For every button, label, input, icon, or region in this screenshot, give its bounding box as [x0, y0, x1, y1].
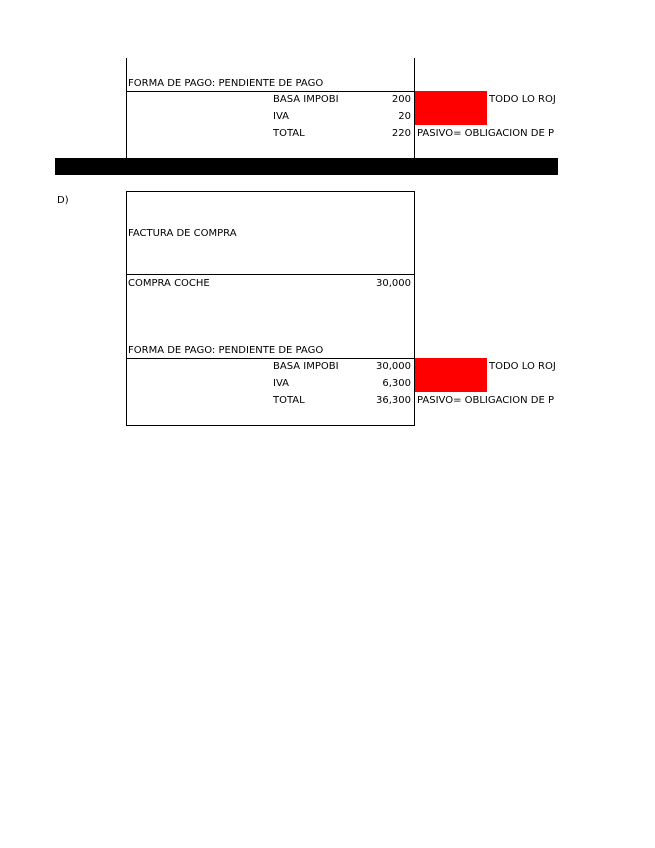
top-payment-divider — [126, 91, 415, 92]
top-red-highlight — [415, 91, 487, 125]
top-iva-label: IVA — [273, 111, 289, 122]
d-base-label: BASA IMPOBI — [273, 361, 339, 372]
top-total-label: TOTAL — [273, 128, 305, 139]
d-header-divider — [126, 274, 415, 275]
top-iva-value: 20 — [398, 111, 411, 122]
d-iva-value: 6,300 — [382, 378, 411, 389]
d-note-red: TODO LO ROJ — [489, 361, 556, 372]
top-left-border — [126, 58, 127, 158]
d-note-passive: PASIVO= OBLIGACIÓN DE P — [417, 395, 554, 406]
top-base-label: BASA IMPOBI — [273, 94, 339, 105]
d-payment-label: FORMA DE PAGO: PENDIENTE DE PAGO — [128, 345, 324, 356]
d-top-border — [126, 191, 415, 192]
d-payment-divider — [126, 358, 415, 359]
top-total-value: 220 — [391, 128, 411, 139]
section-letter: D) — [57, 195, 69, 206]
d-item-value: 30,000 — [376, 278, 411, 289]
top-note-red: TODO LO ROJ — [489, 94, 556, 105]
d-total-label: TOTAL — [273, 395, 305, 406]
top-payment-label: FORMA DE PAGO: PENDIENTE DE PAGO — [128, 78, 324, 89]
d-bottom-border — [126, 425, 415, 426]
d-red-highlight — [415, 358, 487, 392]
d-invoice-title: FACTURA DE COMPRA — [128, 228, 237, 239]
section-separator-bar — [55, 158, 558, 175]
d-base-value: 30,000 — [376, 361, 411, 372]
d-iva-label: IVA — [273, 378, 289, 389]
d-total-value: 36,300 — [376, 395, 411, 406]
d-left-border — [126, 191, 127, 426]
top-note-passive: PASIVO= OBLIGACIÓN DE P — [417, 128, 554, 139]
d-item-label: COMPRA COCHE — [128, 278, 210, 289]
top-base-value: 200 — [391, 94, 411, 105]
